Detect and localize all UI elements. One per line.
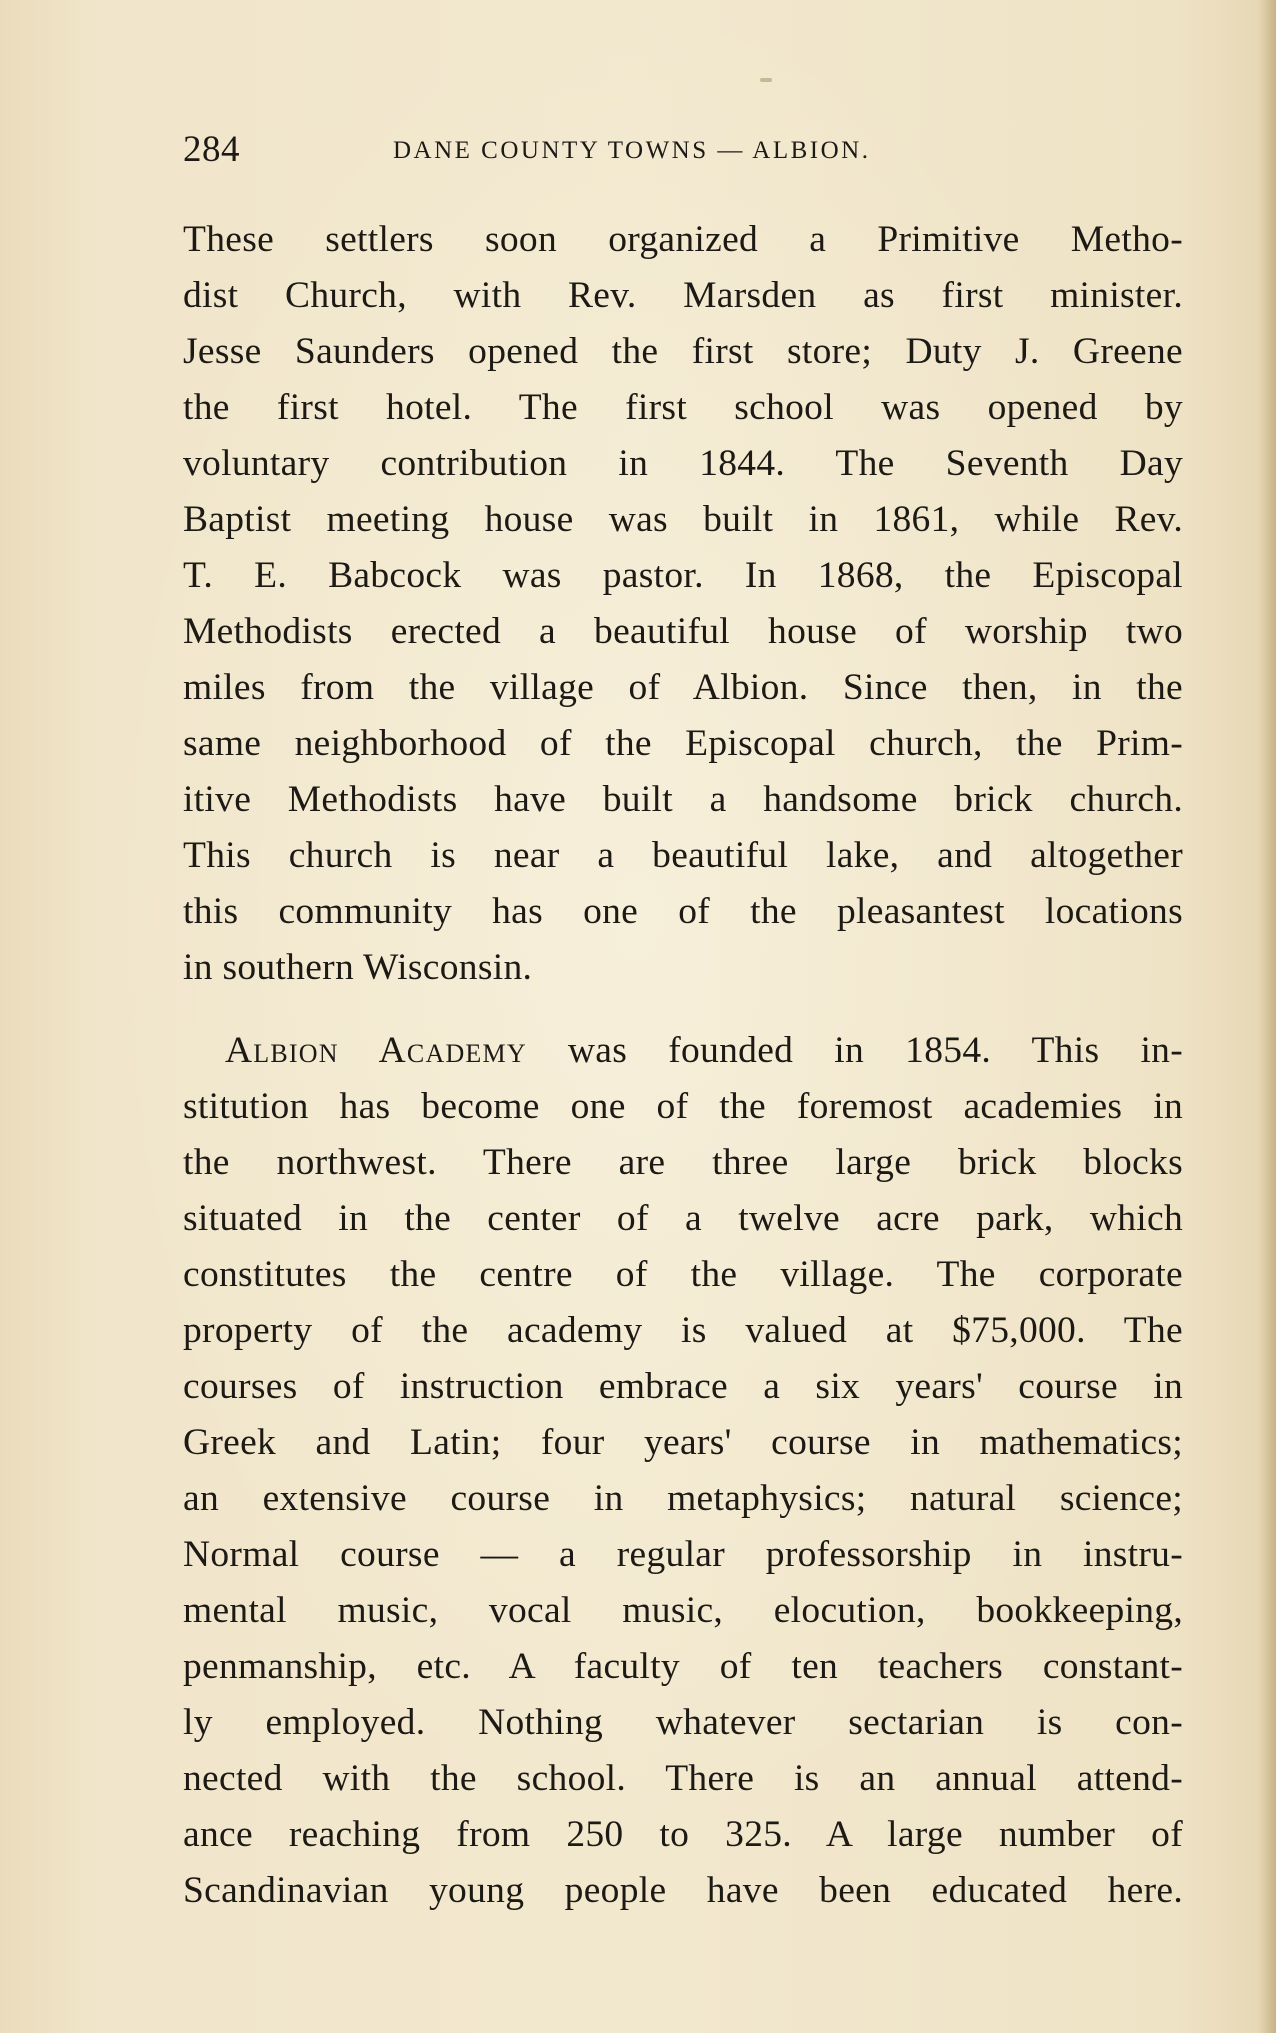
text-line: miles from the village of Albion. Since then, in the	[183, 667, 1183, 708]
text-line: nected with the school. There is an annual attend-	[183, 1758, 1183, 1799]
text-line: same neighborhood of the Episcopal church, the Prim-	[183, 723, 1183, 764]
text-line: ly employed. Nothing whatever sectarian is con-	[183, 1702, 1183, 1743]
text-line: Jesse Saunders opened the first store; Duty J. Greene	[183, 331, 1183, 372]
text-line: courses of instruction embrace a six years' course in	[183, 1366, 1183, 1407]
text-line: property of the academy is valued at $75,000. The	[183, 1310, 1183, 1351]
paragraph-churches	[183, 212, 1183, 996]
text-line: These settlers soon organized a Primitive Metho-	[183, 219, 1183, 260]
page-edge-shadow	[1258, 0, 1276, 2033]
text-line: mental music, vocal music, elocution, bookkeeping,	[183, 1590, 1183, 1631]
ink-smudge	[760, 78, 772, 82]
first-line-rest: was founded in 1854. This in-	[526, 1030, 1183, 1071]
text-line: T. E. Babcock was pastor. In 1868, the Episcopal	[183, 555, 1183, 596]
paragraph-albion-academy	[183, 1023, 1183, 1919]
running-head	[183, 128, 1183, 178]
text-line: stitution has become one of the foremost academies in	[183, 1086, 1183, 1127]
text-line: voluntary contribution in 1844. The Seventh Day	[183, 443, 1183, 484]
text-line: Methodists erected a beautiful house of worship two	[183, 611, 1183, 652]
paragraph-gap	[183, 996, 1183, 1023]
text-line: the northwest. There are three large brick blocks	[183, 1142, 1183, 1183]
text-line: an extensive course in metaphysics; natural science;	[183, 1478, 1183, 1519]
text-line: dist Church, with Rev. Marsden as first minister.	[183, 275, 1183, 316]
body-text	[183, 212, 1183, 1919]
text-line: ance reaching from 250 to 325. A large number of	[183, 1814, 1183, 1855]
running-title: DANE COUNTY TOWNS — ALBION.	[393, 137, 871, 164]
text-line: penmanship, etc. A faculty of ten teachers constant-	[183, 1646, 1183, 1687]
text-line: situated in the center of a twelve acre park, which	[183, 1198, 1183, 1239]
text-line: in southern Wisconsin.	[183, 947, 533, 988]
text-line: Baptist meeting house was built in 1861, while Rev.	[183, 499, 1183, 540]
text-line: the first hotel. The first school was opened by	[183, 387, 1183, 428]
text-line: constitutes the centre of the village. The corporate	[183, 1254, 1183, 1295]
text-line: this community has one of the pleasantest locations	[183, 891, 1183, 932]
section-lead-in: Albion Academy	[225, 1030, 527, 1071]
text-line: Scandinavian young people have been educated here.	[183, 1870, 1183, 1911]
text-line: This church is near a beautiful lake, and altogether	[183, 835, 1183, 876]
text-line: Normal course — a regular professorship in instru-	[183, 1534, 1183, 1575]
text-line: itive Methodists have built a handsome brick church.	[183, 779, 1183, 820]
text-line: Greek and Latin; four years' course in mathematics;	[183, 1422, 1183, 1463]
text-line-first	[183, 1023, 1183, 1079]
page-number: 284	[183, 129, 240, 170]
